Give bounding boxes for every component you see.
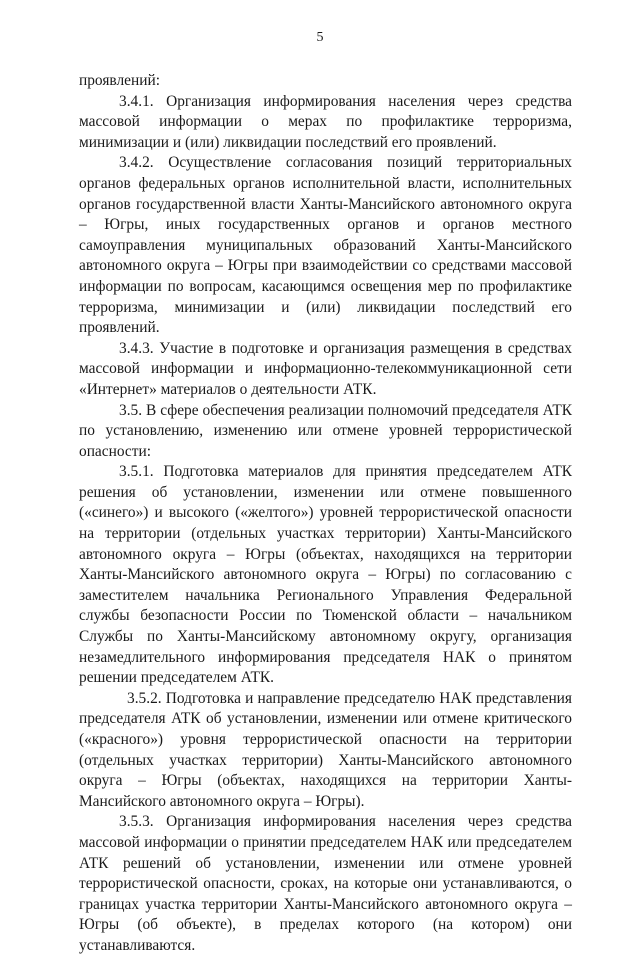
page-number: 5: [316, 30, 324, 45]
paragraph-3-5-2: 3.5.2. Подготовка и направление председателю НАК представления председателя АТК об установлении, изменении или отмене критического («красного») уровня террористической опасности на территории (отдельных участках территории) Ханты-Мансийского автономного округа – Югры (объектах, находящихся на территории Ханты-Мансийского автономного округа – Югры).: [79, 689, 572, 810]
paragraph-3-5-1: 3.5.1. Подготовка материалов для принятия председателем АТК решения об установлении, изменении или отмене повышенного («синего») и высокого («желтого») уровней террористической опасности на территории (отдельных участках территории) Ханты-Мансийского автономного округа – Югры (объектах, находящихся на территории Ханты-Мансийского автономного округа – Югры) по согласованию с заместителем начальника Регионального Управления Федеральной службы безопасности России по Тюменской области – начальником Службы по Ханты-Мансийскому автономному округу, организация незамедлительного информирования председателя НАК о принятом решении председателем АТК.: [79, 463, 572, 687]
paragraph-3-5: 3.5. В сфере обеспечения реализации полномочий председателя АТК по установлению, изменению или отмене уровней террористической опасности:: [79, 401, 572, 460]
paragraph-3-4-3: 3.4.3. Участие в подготовке и организация размещения в средствах массовой информации и информационно-телекоммуникационной сети «Интернет» материалов о деятельности АТК.: [79, 339, 572, 398]
paragraph-3-5-3: 3.5.3. Организация информирования населения через средства массовой информации о принятии председателем НАК или председателем АТК решений об установлении, изменении или отмене уровней террористической опасности, сроках, на которые они устанавливаются, о границах участка территории Ханты-Мансийского автономного округа – Югры (об объекте), в пределах которого (на котором) они устанавливаются.: [79, 813, 572, 954]
document-body: [79, 71, 572, 957]
paragraph-continuation: проявлений:: [79, 72, 160, 89]
paragraph-3-4-2: 3.4.2. Осуществление согласования позиций территориальных органов федеральных органов исполнительной власти, исполнительных органов государственной власти Ханты-Мансийского автономного округа – Югры, иных государственных органов и органов местного самоуправления муниципальных образований Ханты-Мансийского автономного округа – Югры при взаимодействии со средствами массовой информации по вопросам, касающимся освещения мер по профилактике терроризма, минимизации и (или) ликвидации последствий его проявлений.: [79, 154, 572, 337]
paragraph-3-4-1: 3.4.1. Организация информирования населения через средства массовой информации о мерах по профилактике терроризма, минимизации и (или) ликвидации последствий его проявлений.: [79, 92, 572, 151]
